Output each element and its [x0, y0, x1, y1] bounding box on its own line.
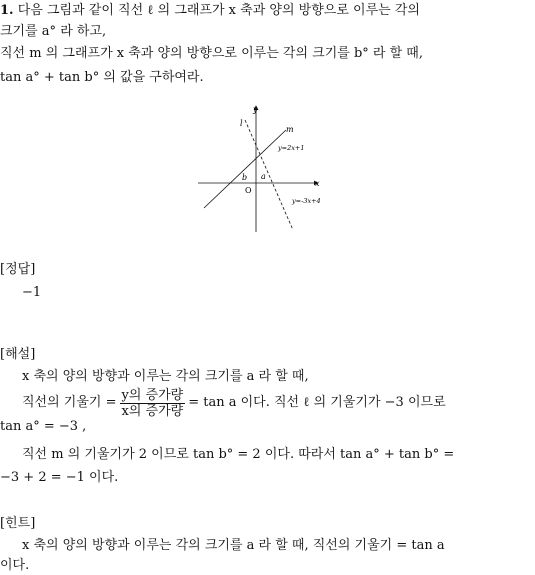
- line-l: [245, 120, 293, 230]
- line-m-label: m: [286, 125, 294, 134]
- hint-line-2: 이다.: [0, 558, 30, 573]
- fraction-numerator: y의 증가량: [121, 387, 184, 403]
- solution-slope-suffix: = tan a 이다. 직선 ℓ 의 기울기가 −3 이므로: [188, 395, 446, 410]
- problem-line-1: [0, 3, 420, 19]
- hint-line-1: x 축의 양의 방향과 이루는 각의 크기를 a 라 할 때, 직선의 기울기 = tan a: [22, 538, 445, 553]
- y-axis-label: y: [253, 105, 258, 114]
- origin-label: O: [245, 186, 252, 195]
- solution-line-3: tan a° = −3 ,: [0, 419, 87, 434]
- solution-line-2: [22, 386, 446, 420]
- line-m-equation: y=2x+1: [278, 144, 305, 152]
- problem-line-3: 직선 m 의 그래프가 x 축과 양의 방향으로 이루는 각의 크기를 b° 라 할 때,: [0, 46, 423, 61]
- answer-heading: [정답]: [0, 262, 36, 277]
- fraction-denominator: x의 증가량: [121, 403, 184, 419]
- solution-slope-prefix: 직선의 기울기 =: [22, 395, 117, 410]
- solution-line-1: x 축의 양의 방향과 이루는 각의 크기를 a 라 할 때,: [22, 369, 309, 384]
- slope-fraction: [120, 388, 186, 419]
- line-m: [204, 130, 286, 208]
- x-axis-label: x: [315, 179, 320, 188]
- answer-value: −1: [22, 285, 42, 300]
- problem-number: 1.: [0, 3, 14, 18]
- solution-heading: [해설]: [0, 347, 36, 362]
- graph-figure: [190, 100, 350, 240]
- hint-heading: [힌트]: [0, 516, 36, 531]
- line-l-equation: y=-3x+4: [292, 197, 321, 205]
- solution-line-5: −3 + 2 = −1 이다.: [0, 470, 119, 485]
- angle-b-label: b: [242, 173, 248, 182]
- solution-line-4: 직선 m 의 기울기가 2 이므로 tan b° = 2 이다. 따라서 tan a° + tan b° =: [22, 447, 455, 462]
- problem-text-1: 다음 그림과 같이 직선 ℓ 의 그래프가 x 축과 양의 방향으로 이루는 각의: [17, 3, 420, 18]
- angle-a-label: a: [261, 172, 266, 181]
- problem-line-4: tan a° + tan b° 의 값을 구하여라.: [0, 70, 204, 85]
- problem-line-2: 크기를 a° 라 하고,: [0, 24, 107, 39]
- line-l-label: l: [240, 119, 243, 128]
